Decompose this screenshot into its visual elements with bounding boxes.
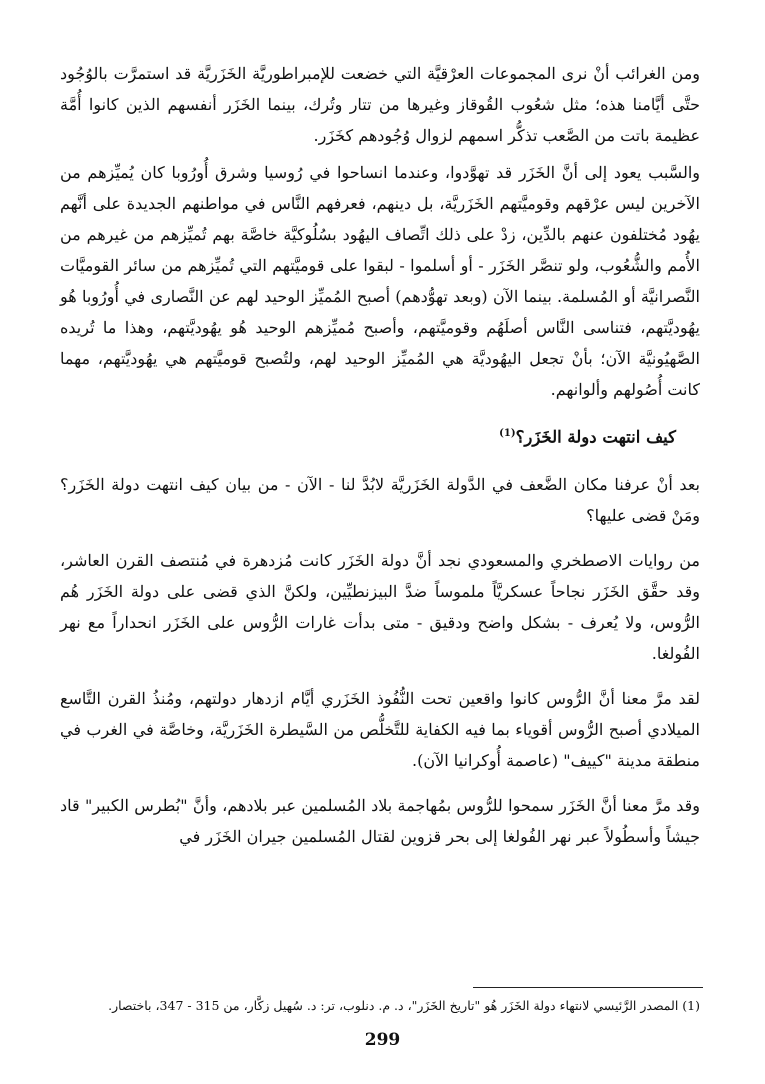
page-body xyxy=(60,58,700,866)
section-heading-text: كيف انتهت دولة الخَزَر؟ xyxy=(515,427,676,447)
section-heading xyxy=(60,419,700,453)
paragraph-ethnic-groups: ومن الغرائب أنْ نرى المجموعات العرْقيَّة التي خضعت للإمبراطوريَّة الخَزَريَّة قد استمرَّت بالوُجُود حتَّى أيَّامنا هذه؛ مثل شعُوب القُوقاز وغيرها من تتار وتُرك، بينما الخَزَر أنفسهم الذين كانوا أُمَّة عظيمة باتت من الصَّعب تذكُّر اسمهم لزوال وُجُودهم كخَزَر. xyxy=(60,64,700,145)
page-number: 299 xyxy=(364,1030,401,1050)
paragraph-intro-question: بعد أنْ عرفنا مكان الضَّعف في الدَّولة الخَزَريَّة لابُدَّ لنا - الآن - من بيان كيف انتهت دولة الخَزَر؟ ومَنْ قضى عليها؟ xyxy=(60,474,700,525)
paragraph-peter-the-great: وقد مرَّ معنا أنَّ الخَزَر سمحوا للرُّوس بمُهاجمة بلاد المُسلمين عبر بلادهم، وأنَّ "بُطرس الكبير" قاد جيشاً وأسطُولاً عبر نهر الفُولغا إلى بحر قزوين لقتال المُسلمين جيران الخَزَر في xyxy=(60,795,700,846)
paragraph-reason-judaism: والسَّبب يعود إلى أنَّ الخَزَر قد تهوَّدوا، وعندما انساحوا في رُوسيا وشرق أُورُوبا كان يُميِّزهم من الآخرين ليس عرْقهم وقوميَّتهم الخَزَريَّة، بل دينهم، فعرفهم النَّاس في مواطنهم الجديدة على أنَّهم يهُود مُختلفون عنهم بالدِّين، زدْ على ذلك اتِّصاف اليهُود بسُلُوكيَّة خاصَّة بهم تُميِّزهم من غيرهم من الأُمم والشُّعُوب، ولو تنصَّر الخَزَر - أو أسلموا - لبقوا على قوميَّتهم التي تُميِّزهم من سائر القوميَّات النَّصرانيَّة أو المُسلمة. بينما الآن (وبعد تهوُّدهم) أصبح المُميِّز الوحيد لهم عن النَّصارى في أُورُوبا هُو يهُوديَّتهم، فتناسى النَّاس أصلَهُم وقوميَّتهم، وأصبح مُميِّزهم الوحيد هُو يهُوديَّتهم، وهذا ما تُريده الصَّهيُونيَّة الآن؛ بأنْ تجعل اليهُوديَّة هي المُميِّز الوحيد لهم، ولتُصبح قوميَّتهم هي يهُوديَّتهم، مهما كانت أُصُولهم وألوانهم. xyxy=(60,163,701,399)
paragraph-rus-influence: لقد مرَّ معنا أنَّ الرُّوس كانوا واقعين تحت النُّفُوذ الخَزَري أيَّام ازدهار دولتهم، ومُنذُ القرن التَّاسع الميلادي أصبح الرُّوس أقوياء بما فيه الكفاية للتَّخلُّص من السَّيطرة الخَزَريَّة، وخاصَّة في الغرب في منطقة مدينة "كييف" (عاصمة أُوكرانيا الآن). xyxy=(60,688,700,770)
footnote-divider xyxy=(473,987,703,988)
footnote-text: (1) المصدر الرَّئيسي لانتهاء دولة الخَزَر هُو "تاريخ الخَزَر"، د. م. دنلوب، تر: د. سُهيل زكَّار، من 315 - 347، باختصار. xyxy=(108,998,700,1013)
footnote-marker: (1) xyxy=(499,428,516,439)
paragraph-istakhri-masudi: من روايات الاصطخري والمسعودي نجد أنَّ دولة الخَزَر كانت مُزدهرة في مُنتصف القرن العاشر، وقد حقَّق الخَزَر نجاحاً عسكريَّاً ملموساً ضدَّ البيزنطيِّين، ولكنَّ الذي قضى على دولة الخَزَر هُم الرُّوس، ولا يُعرف - بشكل واضح ودقيق - متى بدأت غارات الرُّوس على الخَزَر انحداراً مع نهر الفُولغا. xyxy=(60,550,701,663)
